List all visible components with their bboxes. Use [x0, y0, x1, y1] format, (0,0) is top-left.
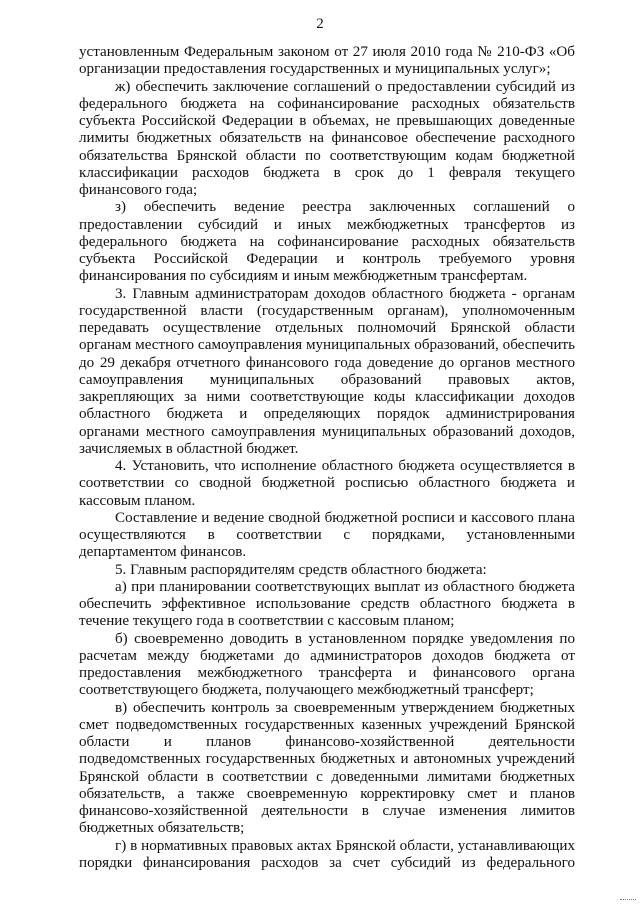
- paragraph-continuation: установленным Федеральным законом от 27 июля 2010 года № 210-ФЗ «Об организации предоставления государственных и муниципальных услуг»;: [79, 44, 575, 78]
- paragraph-item-b: б) своевременно доводить в установленном порядке уведомления по расчетам между бюджетами до администраторов доходов бюджета от предоставления межбюджетного трансферта и финансового органа соответствующего бюджета, получающего межбюджетный трансферт;: [79, 630, 575, 699]
- page-number: 2: [316, 16, 324, 32]
- paragraph-item-zh: ж) обеспечить заключение соглашений о предоставлении субсидий из федерального бюджета на софинансирование расходных обязательств субъекта Российской Федерации в объемах, не превышающих доведенные лимиты бюджетных обязательств на финансовое обеспечение расходного обязательства Брянской области по соответствующим кодам бюджетной классификации расходов бюджета в срок до 1 февраля текущего финансового года;: [79, 78, 575, 198]
- paragraph-item-v: в) обеспечить контроль за своевременным утверждением бюджетных смет подведомственных государственных казенных учреждений Брянской области и планов финансово-хозяйственной деятельности подведомственных государственных бюджетных и автономных учреждений Брянской области в соответствии с доведенными лимитами бюджетных обязательств, а также своевременную корректировку смет и планов финансово-хозяйственной деятельности в случае изменения лимитов бюджетных обязательств;: [79, 699, 575, 837]
- paragraph-section-4: 4. Установить, что исполнение областного бюджета осуществляется в соответствии со сводной бюджетной росписью областного бюджета и кассовым планом.: [79, 458, 575, 509]
- paragraph-budget-schedule: Составление и ведение сводной бюджетной росписи и кассового плана осуществляются в соответствии с порядками, установленными департаментом финансов.: [79, 509, 575, 561]
- paragraph-section-3: 3. Главным администраторам доходов областного бюджета - органам государственной власти (государственным органам), уполномоченным передавать осуществление отдельных полномочий Брянской области органам местного самоуправления муниципальных образований, обеспечить до 29 декабря отчетного финансового года доведение до органов местного самоуправления муниципальных образований правовых актов, закрепляющих за ними соответствующие коды классификации доходов областного бюджета и определяющих порядок администрирования органами местного самоуправления муниципальных образований доходов, зачисляемых в областной бюджет.: [79, 285, 575, 457]
- paragraph-section-5: 5. Главным распорядителям средств областного бюджета:: [115, 561, 487, 578]
- paragraph-item-g: г) в нормативных правовых актах Брянской области, устанавливающих порядки финансирования расходов за счет субсидий из федерального: [79, 837, 575, 871]
- document-body: [79, 44, 575, 872]
- paragraph-item-z: з) обеспечить ведение реестра заключенных соглашений о предоставлении субсидий и иных межбюджетных трансфертов из федерального бюджета на софинансирование расходных обязательств субъекта Российской Федерации и контроль требуемого уровня финансирования по субсидиям и иным межбюджетным трансфертам.: [79, 199, 575, 285]
- page-edge-mark: [620, 899, 636, 903]
- paragraph-item-a: а) при планировании соответствующих выплат из областного бюджета обеспечить эффективное использование средств областного бюджета в течение текущего года в соответствии с кассовым планом;: [79, 578, 575, 630]
